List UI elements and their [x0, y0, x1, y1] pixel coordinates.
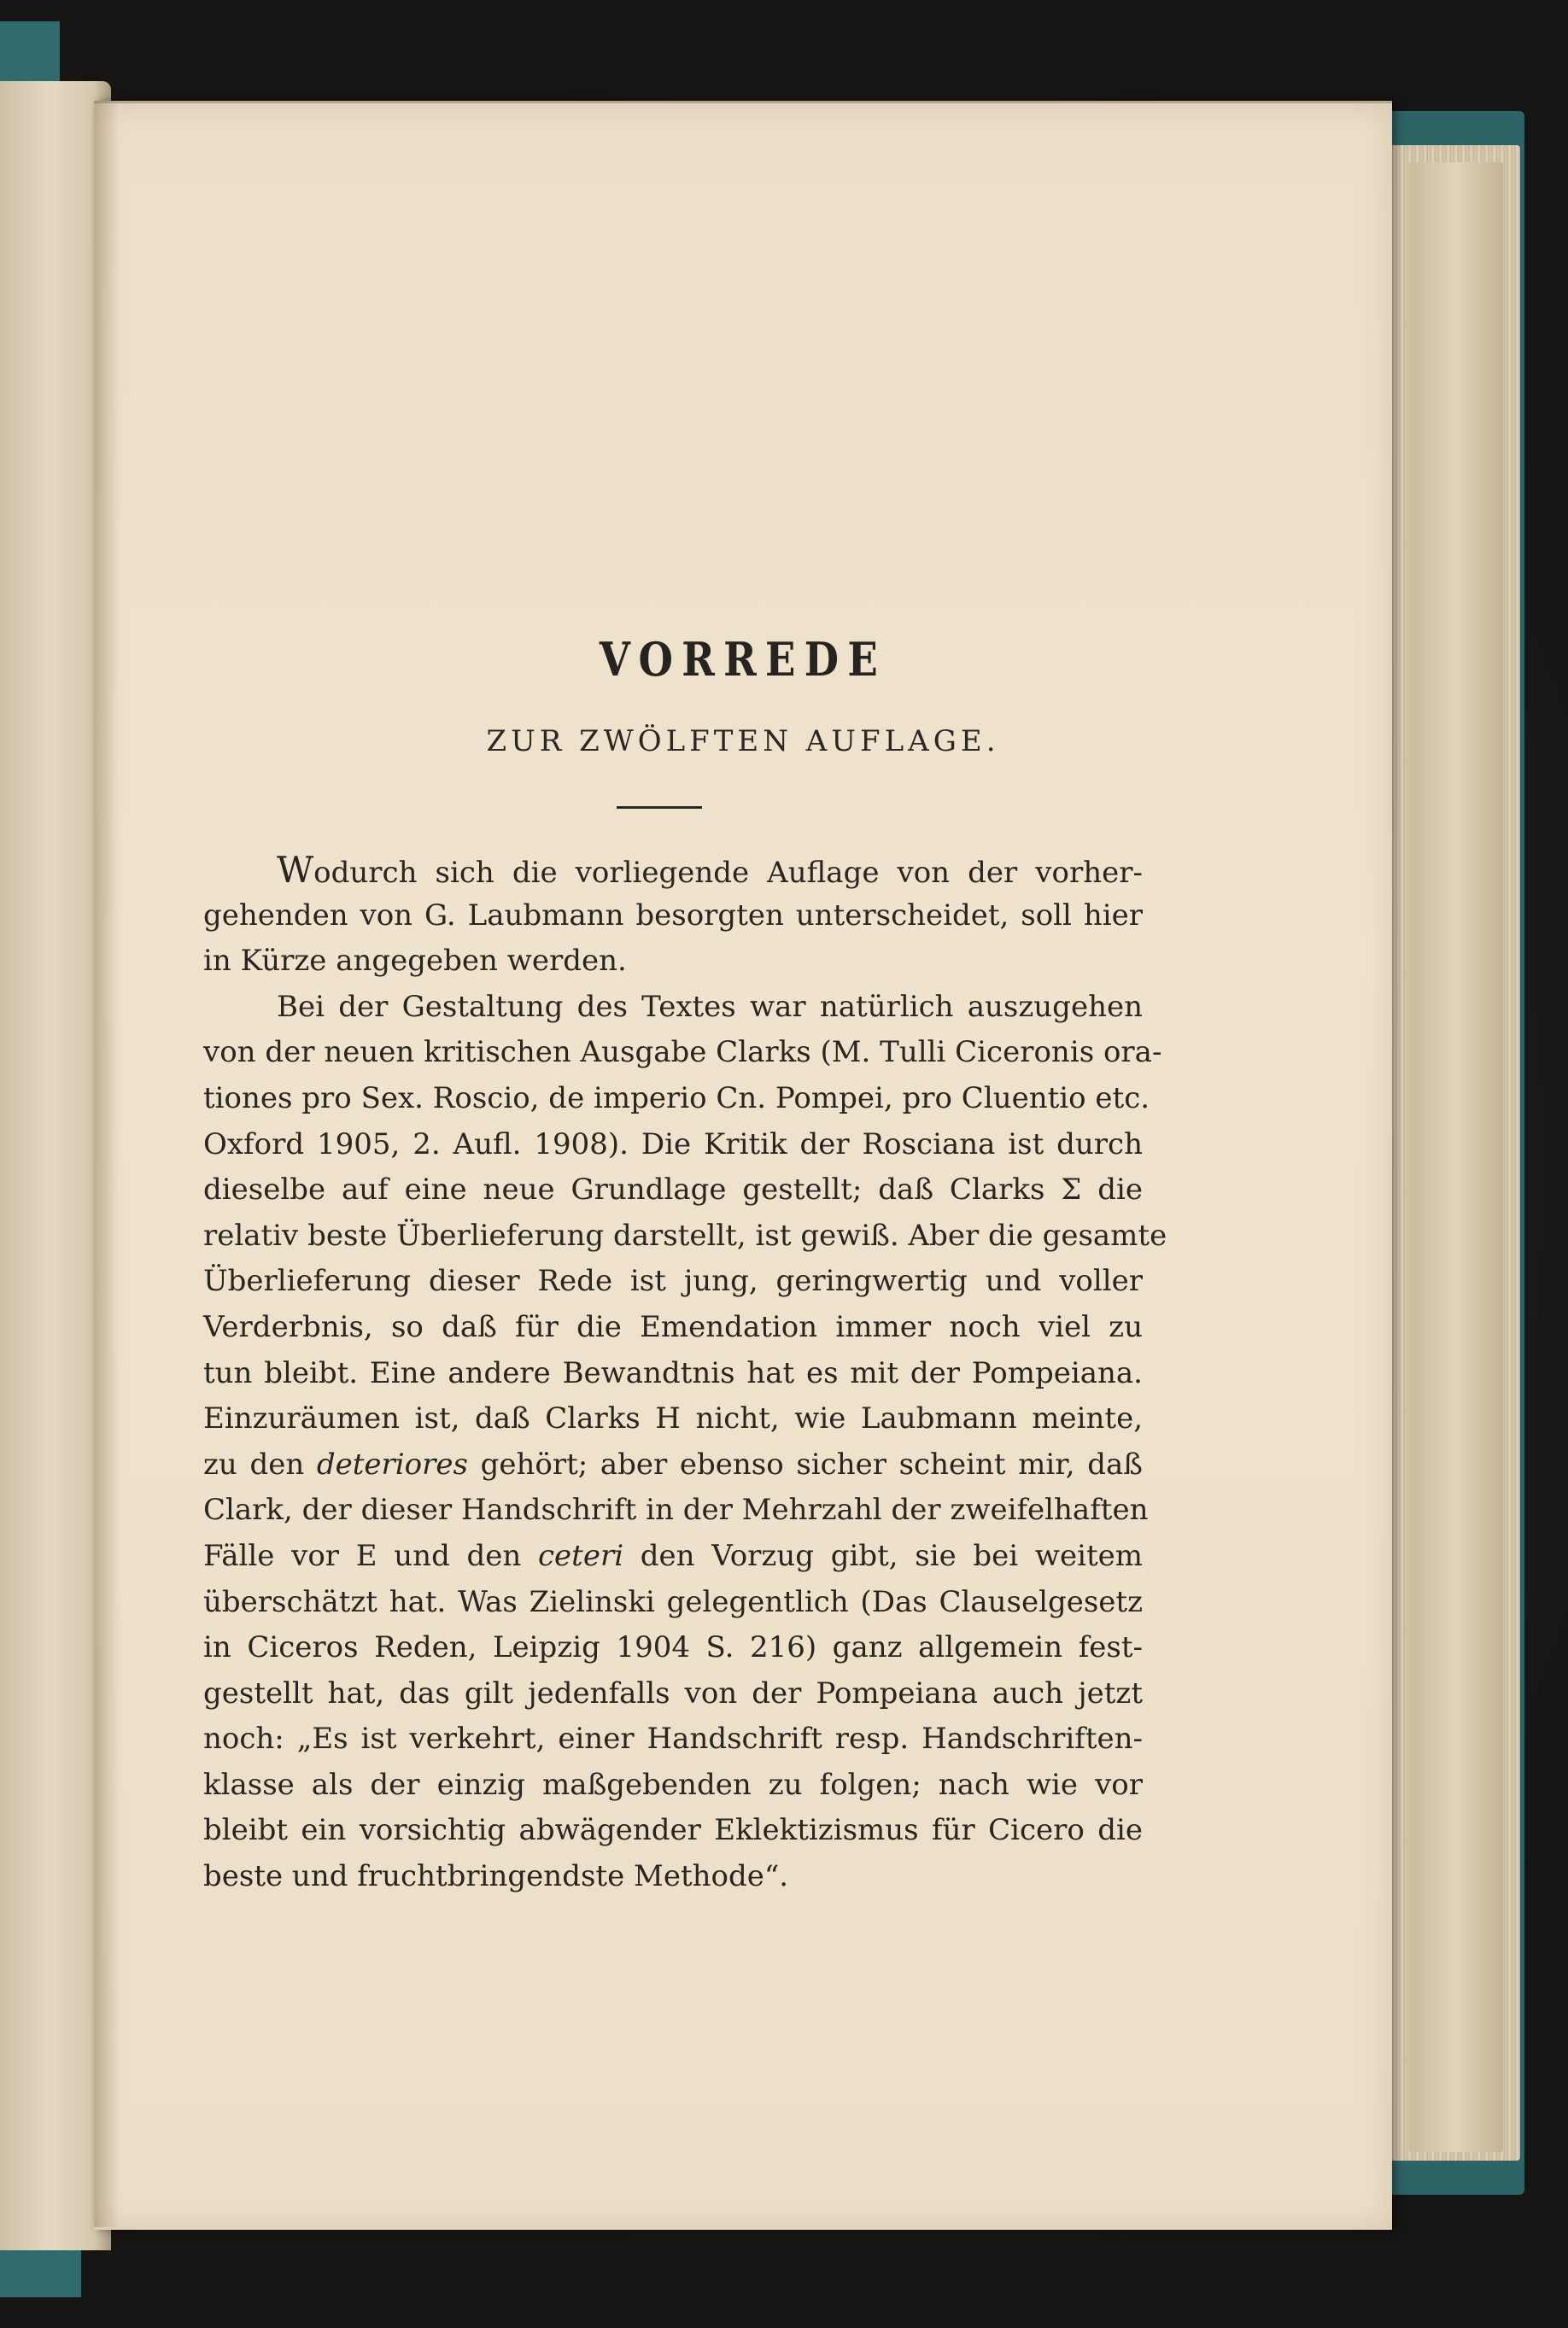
text-line: [203, 1580, 1143, 1626]
page-edges-inner: [1409, 162, 1503, 2152]
text-line: [203, 939, 1143, 985]
text-line: [203, 1671, 1143, 1717]
text-line: [203, 1442, 1143, 1489]
text-line: [203, 1122, 1143, 1168]
italic-term: ceteri: [538, 1538, 624, 1573]
page-subtitle: ZUR ZWÖLFTEN AUFLAGE.: [486, 724, 1000, 758]
body-text: [203, 847, 1167, 1900]
text-line: [203, 1259, 1143, 1305]
text-run: überschätzt hat. Was Zielinski gelegentlich (Das Clauselgesetz: [203, 1584, 1143, 1619]
text-run: beste und fruchtbringendste Methode“.: [203, 1859, 789, 1894]
text-run: in Ciceros Reden, Leipzig 1904 S. 216) ganz allgemein fest-: [203, 1630, 1143, 1665]
text-run: tun bleibt. Eine andere Bewandtnis hat es mit der Pompeiana.: [203, 1355, 1143, 1390]
text-run: Überlieferung dieser Rede ist jung, geringwertig und voller: [203, 1264, 1143, 1299]
text-line: [203, 1854, 1143, 1900]
text-line: [203, 1351, 1143, 1397]
text-run: von der neuen kritischen Ausgabe Clarks (M. Tulli Ciceronis ora-: [203, 1035, 1162, 1070]
text-line: [203, 1763, 1143, 1809]
text-line: [203, 893, 1143, 939]
text-run: Clark, der dieser Handschrift in der Mehrzahl der zweifelhaften: [203, 1493, 1149, 1528]
text-run: in Kürze angegeben werden.: [203, 944, 627, 979]
text-run: gehenden von G. Laubmann besorgten unterscheidet, soll hier: [203, 898, 1143, 933]
text-run: noch: „Es ist verkehrt, einer Handschrift resp. Handschriften-: [203, 1722, 1143, 1757]
text-run: Einzuräumen ist, daß Clarks H nicht, wie Laubmann meinte,: [203, 1401, 1143, 1436]
drop-letter: W: [277, 849, 314, 891]
text-line: [203, 1717, 1143, 1763]
text-line: [203, 1808, 1143, 1854]
text-run: Verderbnis, so daß für die Emendation immer noch viel zu: [203, 1309, 1143, 1344]
text-line: [203, 1076, 1150, 1122]
book-cover-corner: [0, 21, 60, 81]
page-title: VORREDE: [599, 632, 887, 687]
title-divider: [617, 806, 702, 809]
text-run: bleibt ein vorsichtig abwägender Eklektizismus für Cicero die: [203, 1813, 1143, 1848]
text-run: den Vorzug gibt, sie bei weitem: [623, 1538, 1143, 1573]
text-run: dieselbe auf eine neue Grundlage gestellt; daß Clarks Σ die: [203, 1173, 1143, 1208]
text-run: gestellt hat, das gilt jedenfalls von der Pompeiana auch jetzt: [203, 1676, 1143, 1711]
text-line: [203, 1534, 1143, 1580]
text-run: zu den: [203, 1447, 317, 1482]
text-line: [203, 1488, 1149, 1534]
text-line: [203, 1396, 1143, 1442]
text-run: tiones pro Sex. Roscio, de imperio Cn. Pompei, pro Cluentio etc.: [203, 1080, 1150, 1115]
text-line: [203, 1625, 1143, 1671]
text-line: [203, 847, 1143, 893]
text-line: [203, 1305, 1143, 1351]
text-line: [203, 1214, 1167, 1260]
text-run: klasse als der einzig maßgebenden zu folgen; nach wie vor: [203, 1767, 1143, 1802]
text-run: gehört; aber ebenso sicher scheint mir, daß: [467, 1447, 1143, 1482]
page-gutter-shadow: [94, 101, 120, 2227]
text-run: Oxford 1905, 2. Aufl. 1908). Die Kritik der Rosciana ist durch: [203, 1126, 1143, 1161]
text-line: [203, 1030, 1162, 1076]
text-run: odurch sich die vorliegende Auflage von der vorher-: [313, 856, 1143, 890]
text-run: relativ beste Überlieferung darstellt, ist gewiß. Aber die gesamte: [203, 1218, 1167, 1253]
text-run: Fälle vor E und den: [203, 1538, 539, 1573]
text-line: [203, 1167, 1143, 1214]
text-run: Bei der Gestaltung des Textes war natürlich auszugehen: [277, 989, 1143, 1024]
text-line: [203, 985, 1143, 1031]
italic-term: deteriores: [316, 1447, 468, 1482]
